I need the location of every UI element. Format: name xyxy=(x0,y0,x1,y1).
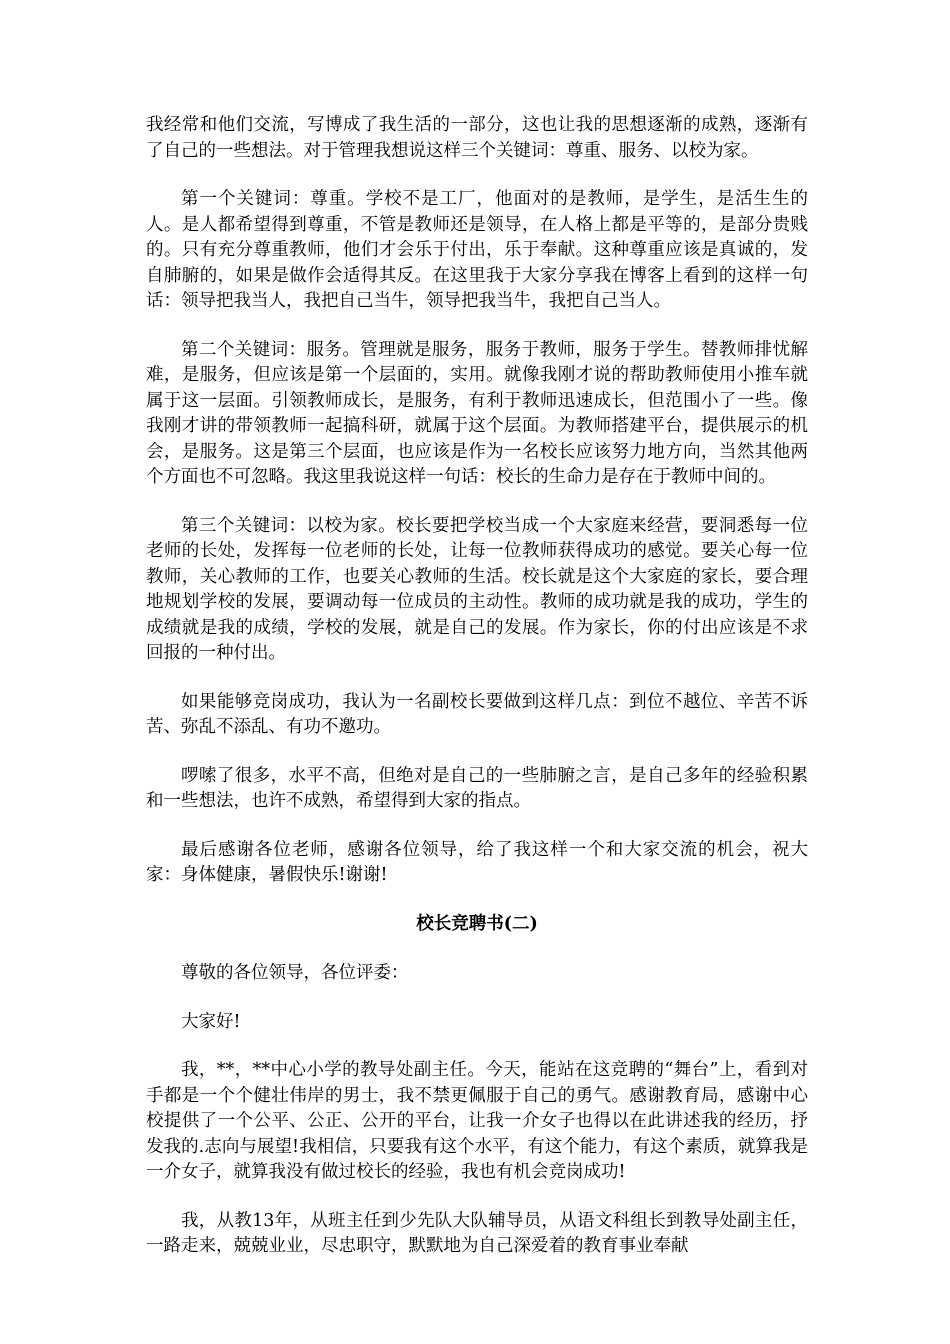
paragraph-self-introduction: 我，**，**中心小学的教导处副主任。今天，能站在这竞聘的“舞台”上，看到对手都是一个个健壮伟岸的男士，我不禁更佩服于自己的勇气。感谢教育局，感谢中心校提供了一个公平、公正、公开的平台，让我一介女子也得以在此讲述我的经历，抒发我的.志向与展望!我相信，只要我有这个水平，有这个能力，有这个素质，就算我是一介女子，就算我没有做过校长的经验，我也有机会竞岗成功! xyxy=(146,1060,808,1182)
paragraph-keyword-respect: 第一个关键词：尊重。学校不是工厂，他面对的是教师，是学生，是活生生的人。是人都希望得到尊重，不管是教师还是领导，在人格上都是平等的，是部分贵贱的。只有充分尊重教师，他们才会乐于付出，乐于奉献。这种尊重应该是真诚的，发自肺腑的，如果是做作会适得其反。在这里我于大家分享我在博客上看到的这样一句话：领导把我当人，我把自己当牛，领导把我当牛，我把自己当人。 xyxy=(146,189,808,311)
paragraph-humble-words: 啰嗦了很多，水平不高，但绝对是自己的一些肺腑之言，是自己多年的经验积累和一些想法，也许不成熟，希望得到大家的指点。 xyxy=(146,765,808,811)
paragraph-vice-principal-points: 如果能够竞岗成功，我认为一名副校长要做到这样几点：到位不越位、辛苦不诉苦、弥乱不添乱、有功不邀功。 xyxy=(146,691,808,737)
paragraph-salutation: 尊敬的各位领导，各位评委： xyxy=(181,963,409,983)
paragraph-intro: 我经常和他们交流，写博成了我生活的一部分，这也让我的思想逐渐的成熟，逐渐有了自己的一些想法。对于管理我想说这样三个关键词：尊重、服务、以校为家。 xyxy=(146,115,808,161)
paragraph-career-history: 我，从教13年，从班主任到少先队大队辅导员，从语文科组长到教导处副主任，一路走来，兢兢业业，尽忠职守，默默地为自己深爱着的教育事业奉献 xyxy=(146,1210,808,1256)
paragraph-closing-thanks: 最后感谢各位老师，感谢各位领导，给了我这样一个和大家交流的机会，祝大家：身体健康，暑假快乐!谢谢! xyxy=(146,839,808,885)
paragraph-keyword-school-as-home: 第三个关键词：以校为家。校长要把学校当成一个大家庭来经营，要洞悉每一位老师的长处，发挥每一位老师的长处，让每一位教师获得成功的感觉。要关心每一位教师，关心教师的工作，也要关心教师的生活。校长就是这个大家庭的家长，要合理地规划学校的发展，要调动每一位成员的主动性。教师的成功就是我的成功，学生的成绩就是我的成绩，学校的发展，就是自己的发展。作为家长，你的付出应该是不求回报的一种付出。 xyxy=(146,515,808,663)
paragraph-keyword-service: 第二个关键词：服务。管理就是服务，服务于教师，服务于学生。替教师排忧解难，是服务，但应该是第一个层面的，实用。就像我刚才说的帮助教师使用小推车就属于这一层面。引领教师成长，是服务，有利于教师迅速成长，但范围小了一些。像我刚才讲的带领教师一起搞科研，就属于这个层面。为教师搭建平台，提供展示的机会，是服务。这是第三个层面，也应该是作为一名校长应该努力地方向，当然其他两个方面也不可忽略。我这里我说这样一句话：校长的生命力是存在于教师中间的。 xyxy=(146,339,808,487)
paragraph-greeting: 大家好! xyxy=(181,1011,241,1032)
section-heading: 校长竞聘书(二) xyxy=(416,913,538,934)
